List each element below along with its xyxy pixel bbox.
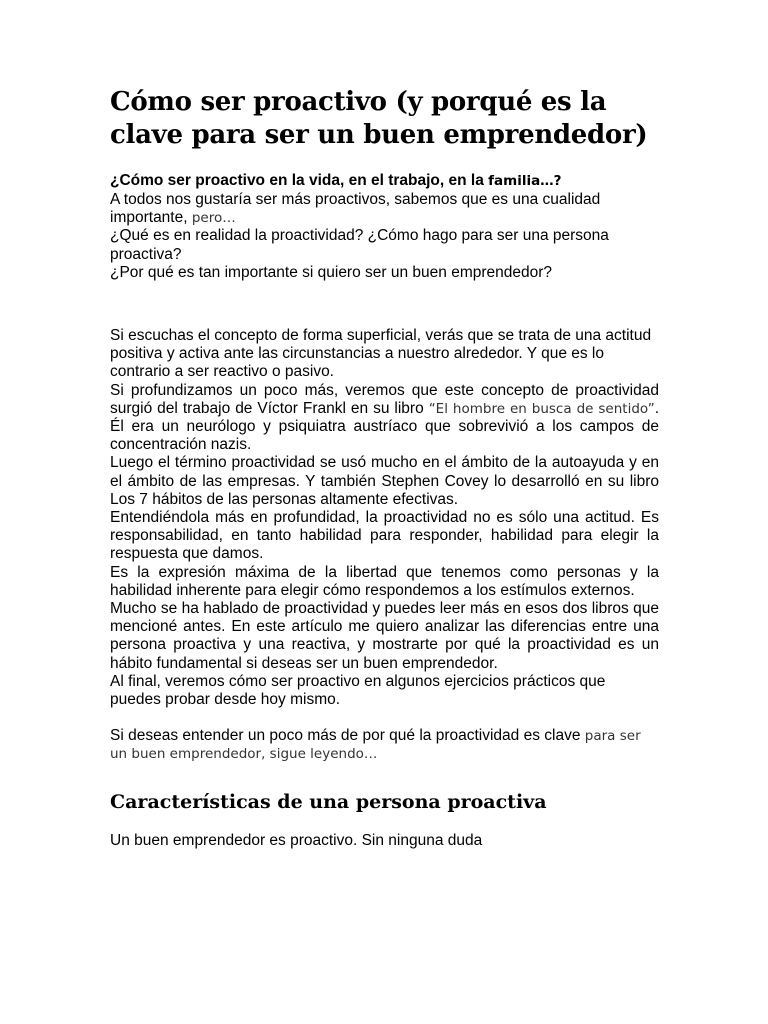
body-paragraph-5: Es la expresión máxima de la libertad que tenemos como personas y la habilidad inherente para elegir cómo respondemos a los estímulos externos. xyxy=(110,563,659,599)
section-first-line: Un buen emprendedor es proactivo. Sin ninguna duda xyxy=(110,831,483,849)
document-title: Cómo ser proactivo (y porqué es la clave para ser un buen emprendedor) xyxy=(110,87,648,150)
body-paragraph-6: Mucho se ha hablado de proactividad y puedes leer más en esos dos libros que mencioné antes. En este artículo me quiero analizar las diferencias entre una persona proactiva y una reactiva, y mostrarte por qué la proactividad es un hábito fundamental si deseas ser un buen emprendedor. xyxy=(110,600,659,672)
intro-line-3: ¿Por qué es tan importante si quiero ser un buen emprendedor? xyxy=(110,263,553,281)
body-paragraph-2 xyxy=(110,382,659,455)
book-title-frankl: “El hombre en busca de sentido” xyxy=(428,400,655,417)
document-page xyxy=(110,86,659,850)
intro-line-2: ¿Qué es en realidad la proactividad? ¿Cómo hago para ser una persona proactiva? xyxy=(110,227,609,263)
body-paragraph-7: Al final, veremos cómo ser proactivo en algunos ejercicios prácticos que puedes probar desde hoy mismo. xyxy=(110,672,606,709)
intro-line-1-main: A todos nos gustaría ser más proactivos, sabemos que es una cualidad importante, xyxy=(110,191,601,227)
body-paragraph-8-start: Si deseas entender un poco más de por qué la proactividad es clave xyxy=(110,727,585,745)
intro-question-tail: familia…? xyxy=(488,173,562,189)
body-paragraph-2-start: Si profundizamos un poco más, veremos que este concepto de proactividad surgió del trabajo de Víctor Frankl en su libro xyxy=(110,381,659,417)
intro-question xyxy=(110,171,659,191)
body-paragraph-3: Luego el término proactividad se usó mucho en el ámbito de la autoayuda y en el ámbito de las empresas. Y también Stephen Covey lo desarrolló en su libro Los 7 hábitos de las personas altamente efectivas. xyxy=(110,454,659,508)
body-paragraph-8-tail: para ser un buen emprendedor, sigue leyendo… xyxy=(110,728,641,763)
intro-line-1-tail: pero… xyxy=(191,210,236,227)
body-paragraph-2-end: . Él era un neurólogo y psiquiatra austríaco que sobrevivió a los campos de concentración nazis. xyxy=(110,399,659,454)
spacer xyxy=(110,709,659,727)
intro-line-1 xyxy=(110,191,659,227)
body-paragraph-4: Entendiéndola más en profundidad, la proactividad no es sólo una actitud. Es responsabilidad, en tanto habilidad para responder, habilidad para elegir la respuesta que damos. xyxy=(110,509,659,563)
section-heading: Características de una persona proactiva xyxy=(110,790,547,813)
spacer xyxy=(110,282,659,327)
intro-question-main: ¿Cómo ser proactivo en la vida, en el trabajo, en la xyxy=(110,172,489,189)
body-paragraph-1: Si escuchas el concepto de forma superficial, verás que se trata de una actitud positiva y activa ante las circunstancias a nuestro alrededor. Y que es lo contrario a ser reactivo o pasivo. xyxy=(110,327,652,381)
body-paragraph-8 xyxy=(110,727,659,763)
